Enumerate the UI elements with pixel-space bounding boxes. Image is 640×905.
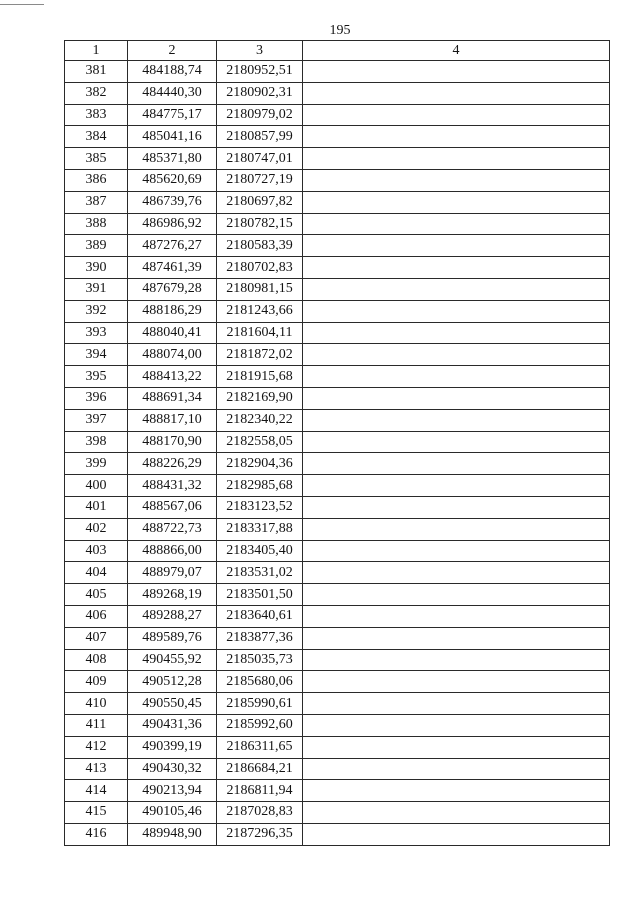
y-coordinate-cell: 2180782,15 [217, 213, 303, 235]
note-cell [303, 366, 610, 388]
x-coordinate-cell: 490213,94 [128, 780, 217, 802]
header-col-1: 1 [65, 41, 128, 61]
x-coordinate-cell: 485620,69 [128, 169, 217, 191]
point-number-cell: 395 [65, 366, 128, 388]
note-cell [303, 671, 610, 693]
y-coordinate-cell: 2182558,05 [217, 431, 303, 453]
table-row [65, 366, 610, 388]
table-row [65, 780, 610, 802]
x-coordinate-cell: 484440,30 [128, 82, 217, 104]
note-cell [303, 693, 610, 715]
point-number-cell: 399 [65, 453, 128, 475]
table-row [65, 322, 610, 344]
y-coordinate-cell: 2185990,61 [217, 693, 303, 715]
note-cell [303, 235, 610, 257]
x-coordinate-cell: 490399,19 [128, 736, 217, 758]
note-cell [303, 257, 610, 279]
y-coordinate-cell: 2183877,36 [217, 627, 303, 649]
table-row [65, 562, 610, 584]
note-cell [303, 780, 610, 802]
table-row [65, 736, 610, 758]
note-cell [303, 148, 610, 170]
x-coordinate-cell: 488691,34 [128, 387, 217, 409]
point-number-cell: 383 [65, 104, 128, 126]
header-col-2: 2 [128, 41, 217, 61]
table-row [65, 300, 610, 322]
y-coordinate-cell: 2185992,60 [217, 714, 303, 736]
y-coordinate-cell: 2181872,02 [217, 344, 303, 366]
note-cell [303, 191, 610, 213]
x-coordinate-cell: 487679,28 [128, 278, 217, 300]
point-number-cell: 381 [65, 61, 128, 83]
y-coordinate-cell: 2180952,51 [217, 61, 303, 83]
point-number-cell: 405 [65, 584, 128, 606]
point-number-cell: 409 [65, 671, 128, 693]
x-coordinate-cell: 490430,32 [128, 758, 217, 780]
table-row [65, 649, 610, 671]
y-coordinate-cell: 2180857,99 [217, 126, 303, 148]
note-cell [303, 322, 610, 344]
point-number-cell: 408 [65, 649, 128, 671]
x-coordinate-cell: 489589,76 [128, 627, 217, 649]
note-cell [303, 82, 610, 104]
table-row [65, 61, 610, 83]
point-number-cell: 411 [65, 714, 128, 736]
x-coordinate-cell: 488226,29 [128, 453, 217, 475]
table-row [65, 496, 610, 518]
note-cell [303, 344, 610, 366]
y-coordinate-cell: 2183405,40 [217, 540, 303, 562]
note-cell [303, 61, 610, 83]
y-coordinate-cell: 2183123,52 [217, 496, 303, 518]
x-coordinate-cell: 490512,28 [128, 671, 217, 693]
y-coordinate-cell: 2183501,50 [217, 584, 303, 606]
point-number-cell: 394 [65, 344, 128, 366]
x-coordinate-cell: 484188,74 [128, 61, 217, 83]
table-row [65, 802, 610, 824]
table-row [65, 344, 610, 366]
y-coordinate-cell: 2181915,68 [217, 366, 303, 388]
note-cell [303, 387, 610, 409]
x-coordinate-cell: 486986,92 [128, 213, 217, 235]
note-cell [303, 104, 610, 126]
scan-corner-mark [0, 0, 44, 5]
y-coordinate-cell: 2185680,06 [217, 671, 303, 693]
point-number-cell: 382 [65, 82, 128, 104]
y-coordinate-cell: 2180702,83 [217, 257, 303, 279]
y-coordinate-cell: 2183317,88 [217, 518, 303, 540]
note-cell [303, 736, 610, 758]
x-coordinate-cell: 489288,27 [128, 605, 217, 627]
table-row [65, 671, 610, 693]
note-cell [303, 300, 610, 322]
y-coordinate-cell: 2181604,11 [217, 322, 303, 344]
table-row [65, 627, 610, 649]
x-coordinate-cell: 490431,36 [128, 714, 217, 736]
point-number-cell: 392 [65, 300, 128, 322]
y-coordinate-cell: 2186311,65 [217, 736, 303, 758]
x-coordinate-cell: 484775,17 [128, 104, 217, 126]
x-coordinate-cell: 487276,27 [128, 235, 217, 257]
y-coordinate-cell: 2182340,22 [217, 409, 303, 431]
x-coordinate-cell: 488186,29 [128, 300, 217, 322]
table-row [65, 758, 610, 780]
table-row [65, 693, 610, 715]
note-cell [303, 540, 610, 562]
table-row [65, 475, 610, 497]
table-body [65, 61, 610, 846]
y-coordinate-cell: 2186811,94 [217, 780, 303, 802]
point-number-cell: 385 [65, 148, 128, 170]
note-cell [303, 758, 610, 780]
note-cell [303, 518, 610, 540]
y-coordinate-cell: 2180902,31 [217, 82, 303, 104]
header-col-4: 4 [303, 41, 610, 61]
table-row [65, 104, 610, 126]
point-number-cell: 404 [65, 562, 128, 584]
note-cell [303, 649, 610, 671]
point-number-cell: 416 [65, 823, 128, 845]
y-coordinate-cell: 2186684,21 [217, 758, 303, 780]
y-coordinate-cell: 2182985,68 [217, 475, 303, 497]
point-number-cell: 415 [65, 802, 128, 824]
point-number-cell: 414 [65, 780, 128, 802]
point-number-cell: 406 [65, 605, 128, 627]
note-cell [303, 126, 610, 148]
x-coordinate-cell: 488817,10 [128, 409, 217, 431]
table-row [65, 278, 610, 300]
x-coordinate-cell: 489268,19 [128, 584, 217, 606]
table-row [65, 584, 610, 606]
y-coordinate-cell: 2183640,61 [217, 605, 303, 627]
page-number: 195 [329, 23, 351, 38]
x-coordinate-cell: 485041,16 [128, 126, 217, 148]
table-row [65, 387, 610, 409]
x-coordinate-cell: 488431,32 [128, 475, 217, 497]
y-coordinate-cell: 2187296,35 [217, 823, 303, 845]
note-cell [303, 584, 610, 606]
note-cell [303, 453, 610, 475]
point-number-cell: 398 [65, 431, 128, 453]
point-number-cell: 397 [65, 409, 128, 431]
x-coordinate-cell: 490550,45 [128, 693, 217, 715]
table-row [65, 235, 610, 257]
x-coordinate-cell: 488170,90 [128, 431, 217, 453]
x-coordinate-cell: 490105,46 [128, 802, 217, 824]
point-number-cell: 396 [65, 387, 128, 409]
table-row [65, 540, 610, 562]
y-coordinate-cell: 2180981,15 [217, 278, 303, 300]
note-cell [303, 213, 610, 235]
x-coordinate-cell: 486739,76 [128, 191, 217, 213]
table-row [65, 191, 610, 213]
table-row [65, 82, 610, 104]
table-row [65, 409, 610, 431]
table-row [65, 257, 610, 279]
point-number-cell: 400 [65, 475, 128, 497]
point-number-cell: 401 [65, 496, 128, 518]
point-number-cell: 389 [65, 235, 128, 257]
point-number-cell: 410 [65, 693, 128, 715]
note-cell [303, 605, 610, 627]
y-coordinate-cell: 2180979,02 [217, 104, 303, 126]
x-coordinate-cell: 488567,06 [128, 496, 217, 518]
table-row [65, 169, 610, 191]
y-coordinate-cell: 2183531,02 [217, 562, 303, 584]
point-number-cell: 403 [65, 540, 128, 562]
y-coordinate-cell: 2182169,90 [217, 387, 303, 409]
x-coordinate-cell: 488979,07 [128, 562, 217, 584]
point-number-cell: 402 [65, 518, 128, 540]
x-coordinate-cell: 488866,00 [128, 540, 217, 562]
point-number-cell: 387 [65, 191, 128, 213]
point-number-cell: 413 [65, 758, 128, 780]
table-row [65, 605, 610, 627]
y-coordinate-cell: 2185035,73 [217, 649, 303, 671]
note-cell [303, 562, 610, 584]
y-coordinate-cell: 2180727,19 [217, 169, 303, 191]
table-row [65, 148, 610, 170]
table-row [65, 518, 610, 540]
coordinates-table [64, 40, 610, 846]
x-coordinate-cell: 487461,39 [128, 257, 217, 279]
point-number-cell: 407 [65, 627, 128, 649]
table-row [65, 714, 610, 736]
y-coordinate-cell: 2180697,82 [217, 191, 303, 213]
x-coordinate-cell: 488722,73 [128, 518, 217, 540]
y-coordinate-cell: 2181243,66 [217, 300, 303, 322]
table-row [65, 431, 610, 453]
note-cell [303, 802, 610, 824]
table-header [65, 41, 610, 61]
y-coordinate-cell: 2187028,83 [217, 802, 303, 824]
note-cell [303, 627, 610, 649]
x-coordinate-cell: 488074,00 [128, 344, 217, 366]
point-number-cell: 391 [65, 278, 128, 300]
header-row [65, 41, 610, 61]
x-coordinate-cell: 488040,41 [128, 322, 217, 344]
note-cell [303, 496, 610, 518]
header-col-3: 3 [217, 41, 303, 61]
point-number-cell: 384 [65, 126, 128, 148]
point-number-cell: 388 [65, 213, 128, 235]
point-number-cell: 393 [65, 322, 128, 344]
note-cell [303, 714, 610, 736]
table-row [65, 126, 610, 148]
point-number-cell: 412 [65, 736, 128, 758]
table-row [65, 823, 610, 845]
note-cell [303, 475, 610, 497]
table-row [65, 213, 610, 235]
point-number-cell: 386 [65, 169, 128, 191]
note-cell [303, 823, 610, 845]
note-cell [303, 431, 610, 453]
x-coordinate-cell: 489948,90 [128, 823, 217, 845]
note-cell [303, 169, 610, 191]
x-coordinate-cell: 485371,80 [128, 148, 217, 170]
y-coordinate-cell: 2182904,36 [217, 453, 303, 475]
x-coordinate-cell: 490455,92 [128, 649, 217, 671]
x-coordinate-cell: 488413,22 [128, 366, 217, 388]
point-number-cell: 390 [65, 257, 128, 279]
y-coordinate-cell: 2180583,39 [217, 235, 303, 257]
table-row [65, 453, 610, 475]
note-cell [303, 278, 610, 300]
note-cell [303, 409, 610, 431]
y-coordinate-cell: 2180747,01 [217, 148, 303, 170]
